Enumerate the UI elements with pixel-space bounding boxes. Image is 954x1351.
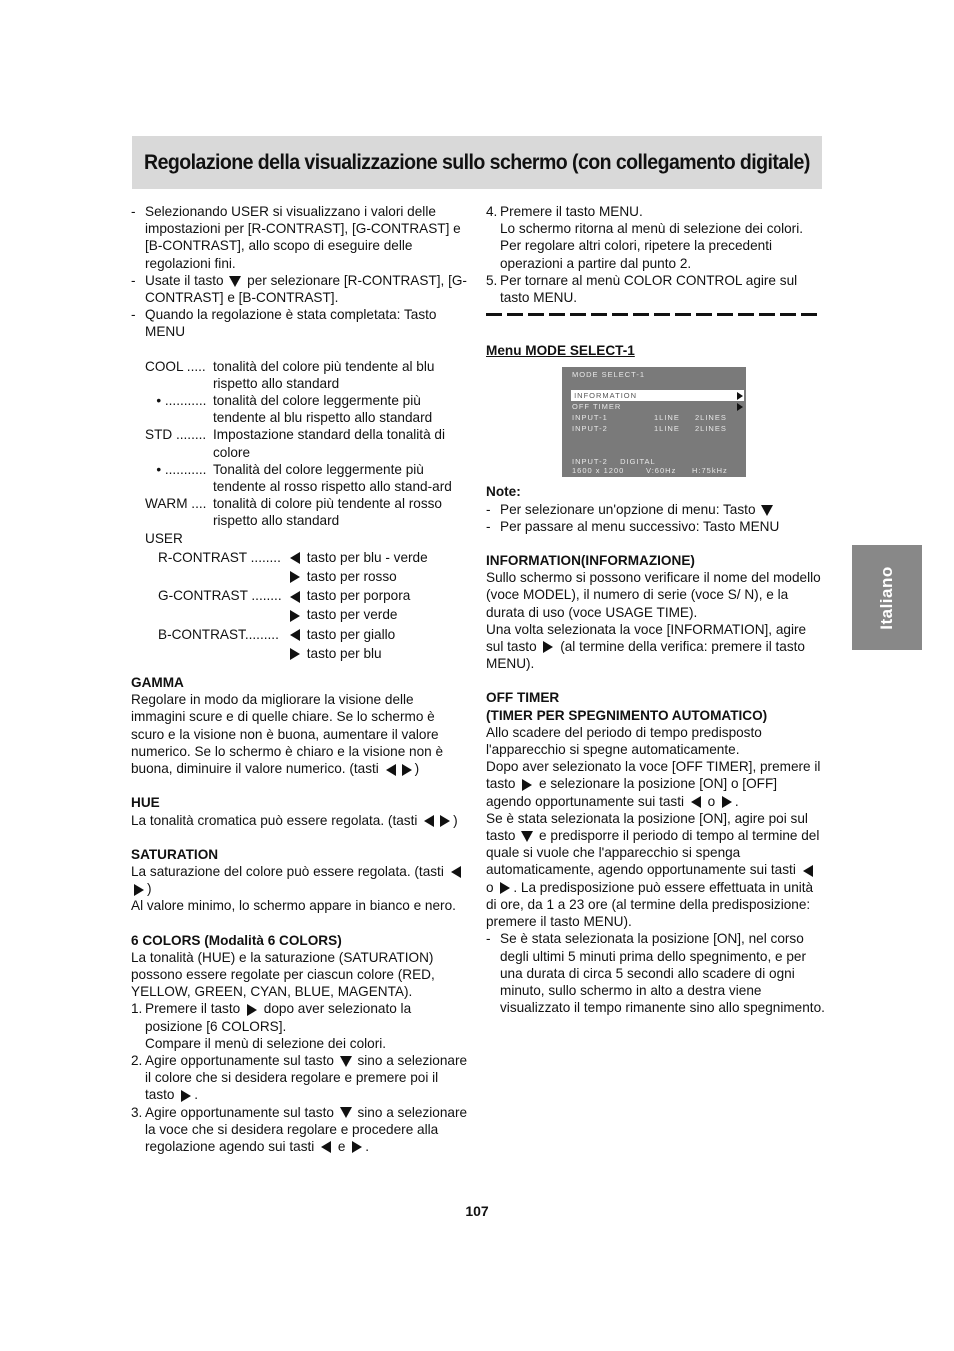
saturation-text-2: Al valore minimo, lo schermo appare in bianco e nero. (131, 898, 456, 914)
left-arrow-icon (691, 796, 701, 808)
off-timer-text-3: Se è stata selezionata la posizione [ON], agire poi sul tasto e predisporre il periodo di tempo al termine del quale si vuole che l'apparecchio si spenga automaticamente, agendo opportunamente sui tasti o . La predisposizione può essere effettuata in unità di ore, da 1 a 23 ore (al termine della predisposizione: premere il tasto MENU). (486, 810, 820, 930)
six-colors-heading: 6 COLORS (Modalità 6 COLORS) (131, 932, 342, 948)
list-item: 4. Premere il tasto MENU. Lo schermo ritorna al menù di selezione dei colori. Per regolare altri colori, ripetere la precedenti operazioni a partire dal punto 2. (486, 204, 803, 271)
dashed-divider (486, 313, 822, 316)
gamma-heading: GAMMA (131, 675, 184, 691)
osd-item-input2: INPUT-2 1LINE 2LINES (572, 424, 727, 434)
r-contrast-row-2: tasto per rosso (131, 568, 471, 585)
b-contrast-row-2: tasto per blu (131, 645, 471, 662)
right-arrow-icon (247, 1004, 257, 1016)
left-arrow-icon (290, 552, 300, 564)
list-item: - Quando la regolazione è stata completata: Tasto MENU (131, 307, 437, 340)
tone-row-warm: WARM .... tonalità di colore più tendente al rosso rispetto allo standard (145, 496, 442, 529)
hue-text: La tonalità cromatica può essere regolata. (tasti ) (131, 812, 458, 828)
language-tab-label: Italiano (876, 565, 896, 630)
left-arrow-icon (451, 866, 461, 878)
right-arrow-icon (440, 815, 450, 827)
user-label: USER (145, 530, 183, 546)
down-arrow-icon (229, 276, 241, 287)
down-arrow-icon (761, 505, 773, 516)
r-contrast-row: R-CONTRAST ........ tasto per blu - verde (158, 549, 428, 565)
right-arrow-icon (290, 571, 300, 583)
right-arrow-icon (737, 392, 743, 400)
title-banner (132, 136, 822, 189)
g-contrast-row-2: tasto per verde (131, 606, 471, 623)
saturation-heading: SATURATION (131, 846, 219, 862)
g-contrast-row: G-CONTRAST ........ tasto per porpora (158, 588, 411, 604)
information-text: Sullo schermo si possono verificare il nome del modello (voce MODEL), il numero di serie (voce S/ N), e la durata di uso (voce USAGE TIME). (486, 570, 821, 620)
tone-row-std: STD ........ Impostazione standard della tonalità di colore (145, 427, 445, 460)
tone-row-cool: COOL ..... tonalità del colore più tendente al blu rispetto allo standard (145, 358, 435, 391)
list-item: 2. Agire opportunamente sul tasto sino a selezionare il colore che si desidera regolare e premere poi il tasto . (131, 1052, 468, 1103)
off-timer-heading: OFF TIMER (486, 690, 560, 706)
mode-select-heading: Menu MODE SELECT-1 (486, 343, 635, 359)
osd-status-signal: 1600 x 1200 V:60Hz H:75kHz (572, 466, 728, 476)
information-heading: INFORMATION(INFORMAZIONE) (486, 553, 695, 569)
right-arrow-icon (290, 648, 300, 660)
osd-item-input1: INPUT-1 1LINE 2LINES (572, 413, 727, 423)
left-arrow-icon (321, 1141, 331, 1153)
down-arrow-icon (340, 1107, 352, 1118)
osd-item-information: INFORMATION (571, 390, 744, 401)
left-arrow-icon (424, 815, 434, 827)
b-contrast-row: B-CONTRAST......... tasto per giallo (158, 626, 396, 642)
list-item: - Selezionando USER si visualizzano i valori delle impostazioni per [R-CONTRAST], [G-CONTRAST] e [B-CONTRAST], allo scopo di eseguire delle regolazioni fini. (131, 204, 461, 271)
information-text-2: Una volta selezionata la voce [INFORMATION], agire sul tasto (al termine della verifica: premere il tasto MENU). (486, 621, 807, 672)
list-item: - Per passare al menu successivo: Tasto MENU (486, 518, 780, 534)
left-column (131, 203, 471, 1155)
page-number: 107 (465, 1203, 489, 1219)
right-arrow-icon (181, 1090, 191, 1102)
right-arrow-icon (500, 882, 510, 894)
osd-item-off-timer: OFF TIMER (572, 401, 744, 412)
list-item: 5. Per tornare al menù COLOR CONTROL agire sul tasto MENU. (486, 272, 798, 306)
tone-row-cool-mild: • ........... tonalità del colore leggermente più tendente al blu rispetto allo standard (145, 393, 433, 426)
right-arrow-icon (543, 641, 553, 653)
left-arrow-icon (290, 591, 300, 603)
off-timer-text-2: Dopo aver selezionato la voce [OFF TIMER], premere il tasto e selezionare la posizione [ON] o [OFF] agendo opportunamente sui tasti o . (486, 759, 821, 809)
list-item: 3. Agire opportunamente sul tasto sino a selezionare la voce che si desidera regolare e procedere alla regolazione agendo sui tasti e . (131, 1104, 468, 1154)
right-arrow-icon (722, 796, 732, 808)
off-timer-text-1: Allo scadere del periodo di tempo predisposto l'apparecchio si spegne automaticamente. (486, 724, 762, 758)
hue-heading: HUE (131, 795, 160, 811)
off-timer-subheading: (TIMER PER SPEGNIMENTO AUTOMATICO) (486, 707, 768, 723)
right-arrow-icon (352, 1141, 362, 1153)
osd-menu-screenshot (562, 367, 746, 477)
list-item: - Se è stata selezionata la posizione [ON], nel corso degli ultimi 5 minuti prima dello spegnimento, e per una durata di circa 5 secondi allo scadere di ogni minuto, sullo schermo in alto a destra viene visualizzato il tempo rimanente sino allo spegnimento. (486, 931, 825, 1016)
language-tab (852, 545, 922, 650)
left-arrow-icon (386, 764, 396, 776)
right-arrow-icon (402, 764, 412, 776)
down-arrow-icon (340, 1056, 352, 1067)
osd-title: MODE SELECT-1 (572, 370, 646, 380)
list-item: - Usate il tasto per selezionare [R-CONTRAST], [G-CONTRAST] e [B-CONTRAST]. (131, 272, 467, 306)
right-arrow-icon (290, 610, 300, 622)
gamma-text: Regolare in modo da migliorare la visione delle immagini scure e di quelle chiare. Se lo schermo è scuro e la visione non è buona, aumentare il valore numerico. Se lo schermo è chiaro e la visione non è buona, diminuire il valore numerico. (tasti ) (131, 692, 444, 777)
right-arrow-icon (522, 779, 532, 791)
saturation-text: La saturazione del colore può essere regolata. (tasti ) (131, 863, 471, 897)
page-title: Regolazione della visualizzazione sullo schermo (con collegamento digitale) (144, 150, 810, 174)
tone-row-warm-mild: • ........... Tonalità del colore leggermente più tendente al rosso rispetto allo stand-ard (145, 461, 452, 495)
osd-status-input: INPUT-2 DIGITAL (572, 457, 656, 467)
down-arrow-icon (521, 831, 533, 842)
list-item: - Per selezionare un'opzione di menu: Tasto (486, 501, 826, 518)
note-heading: Note: (486, 484, 521, 500)
six-colors-text: La tonalità (HUE) e la saturazione (SATURATION) possono essere regolate per ciascun colore (RED, YELLOW, GREEN, CYAN, BLUE, MAGENTA). (131, 949, 435, 1000)
right-arrow-icon (737, 403, 743, 411)
list-item: 1. Premere il tasto dopo aver selezionato la posizione [6 COLORS]. Compare il menù di selezione dei colori. (131, 1001, 412, 1051)
right-arrow-icon (134, 884, 144, 896)
left-arrow-icon (290, 629, 300, 641)
right-column (486, 203, 826, 1016)
left-arrow-icon (803, 865, 813, 877)
